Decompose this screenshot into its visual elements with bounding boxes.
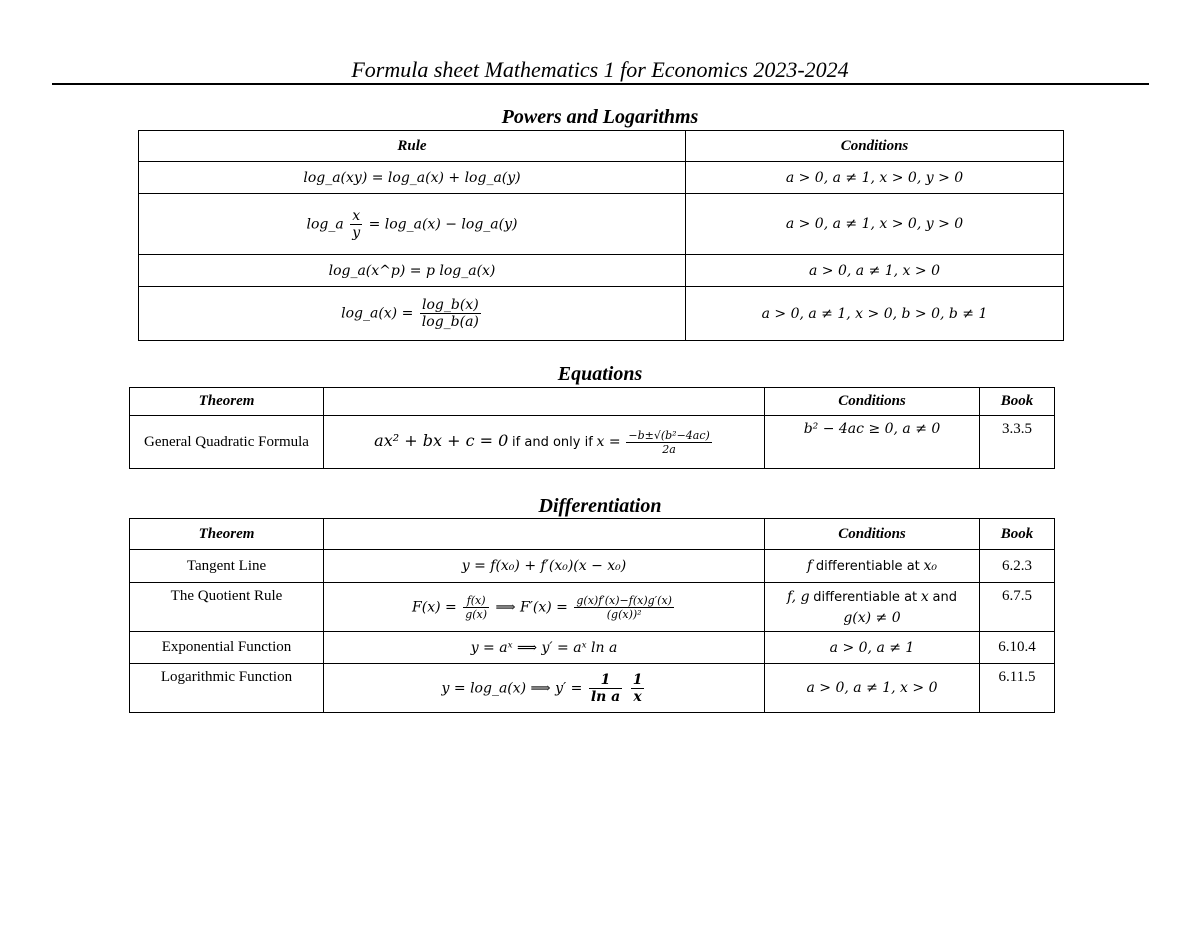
header-formula (324, 388, 765, 416)
fraction (463, 594, 489, 621)
cond-math: x (920, 588, 929, 605)
rule-cell: log_a(xy) = log_a(x) + log_a(y) (139, 162, 686, 194)
formula-lhs: F(x) = (412, 599, 457, 615)
fraction (626, 429, 711, 456)
fraction-numerator: x (350, 208, 362, 225)
table-row (139, 162, 1064, 194)
section-title-powers: Powers and Logarithms (501, 106, 699, 128)
table-row (139, 194, 1064, 255)
fraction (589, 672, 622, 705)
book-cell: 3.3.5 (980, 416, 1055, 469)
fraction (574, 594, 674, 621)
section-title-differentiation: Differentiation (538, 495, 662, 517)
book-cell: 6.11.5 (980, 664, 1055, 713)
fraction-denominator: 2a (662, 442, 676, 456)
formula-cell: y = aˣ ⟹ y′ = aˣ ln a (324, 632, 765, 664)
cond-text: differentiable at (815, 558, 920, 574)
formula-lhs: y = log_a(x) ⟹ y′ = (441, 680, 583, 696)
header-rule: Rule (139, 131, 686, 162)
formula-cell (324, 416, 765, 469)
fraction-denominator: y (352, 224, 361, 241)
rule-cell (139, 287, 686, 341)
fraction-numerator: 1 (589, 672, 622, 689)
book-cell: 6.10.4 (980, 632, 1055, 664)
cond-math: f (806, 557, 813, 574)
conditions-cell: a > 0, a ≠ 1, x > 0 (686, 255, 1064, 287)
formula-x: x = (596, 433, 621, 450)
cond-math: f, g (786, 588, 810, 605)
rule-lhs: log_a(x) = (341, 305, 414, 322)
fraction (631, 672, 645, 705)
cond-math: g(x) ≠ 0 (843, 609, 901, 626)
rule-cell (139, 194, 686, 255)
fraction-numerator: g(x)f′(x)−f(x)g′(x) (576, 593, 672, 607)
formula-cell (324, 583, 765, 632)
theorem-cell: General Quadratic Formula (130, 416, 324, 469)
conditions-cell: a > 0, a ≠ 1, x > 0, b > 0, b ≠ 1 (686, 287, 1064, 341)
formula-mid: ⟹ F′(x) = (495, 599, 568, 615)
conditions-cell: a > 0, a ≠ 1, x > 0, y > 0 (686, 162, 1064, 194)
theorem-cell: Logarithmic Function (130, 664, 324, 713)
header-book: Book (980, 388, 1055, 416)
header-theorem: Theorem (130, 519, 324, 550)
rule-lhs: log_a (306, 216, 344, 232)
conditions-cell: a > 0, a ≠ 1, x > 0, y > 0 (686, 194, 1064, 255)
cond-text: and (932, 589, 958, 605)
fraction-numerator: f(x) (463, 594, 489, 608)
header-conditions: Conditions (765, 519, 980, 550)
table-row (139, 255, 1064, 287)
table-row (130, 416, 1055, 469)
page-title: Formula sheet Mathematics 1 for Economics 2023-2024 (351, 57, 849, 82)
table-row (130, 583, 1055, 632)
rule-rhs: = log_a(x) − log_a(y) (368, 216, 518, 232)
formula-cell: y = f(x₀) + f′(x₀)(x − x₀) (324, 550, 765, 583)
theorem-cell: Tangent Line (130, 550, 324, 583)
cond-text: differentiable at (813, 589, 918, 605)
header-book: Book (980, 519, 1055, 550)
equations-table (129, 387, 1055, 469)
fraction-denominator: x (633, 688, 642, 705)
table-row (130, 632, 1055, 664)
fraction-numerator: log_b(x) (420, 297, 481, 314)
conditions-cell (765, 550, 980, 583)
table-row (139, 287, 1064, 341)
fraction (350, 208, 362, 241)
powers-table (138, 130, 1064, 341)
book-cell: 6.7.5 (980, 583, 1055, 632)
cond-math: x₀ (923, 557, 938, 574)
rule-cell: log_a(x^p) = p log_a(x) (139, 255, 686, 287)
conditions-cell: a > 0, a ≠ 1 (765, 632, 980, 664)
formula-lhs: ax² + bx + c = 0 (374, 430, 509, 450)
header-conditions: Conditions (765, 388, 980, 416)
conditions-cell: b² − 4ac ≥ 0, a ≠ 0 (765, 416, 980, 469)
fraction-denominator: g(x) (465, 607, 488, 621)
formula-connector: if and only if (512, 434, 593, 450)
fraction-numerator: −b±√(b²−4ac) (628, 428, 710, 442)
header-conditions: Conditions (686, 131, 1064, 162)
section-title-equations: Equations (557, 363, 643, 385)
fraction-denominator: (g(x))² (606, 607, 642, 621)
conditions-cell (765, 583, 980, 632)
table-row (130, 550, 1055, 583)
fraction-numerator: 1 (632, 671, 643, 688)
fraction-denominator: ln a (590, 688, 621, 705)
header-formula (324, 519, 765, 550)
differentiation-table (129, 518, 1055, 713)
book-cell: 6.2.3 (980, 550, 1055, 583)
header-theorem: Theorem (130, 388, 324, 416)
fraction-denominator: log_b(a) (421, 314, 479, 330)
title-underline (52, 83, 1149, 85)
fraction (420, 297, 481, 330)
formula-cell (324, 664, 765, 713)
theorem-cell: Exponential Function (130, 632, 324, 664)
theorem-cell: The Quotient Rule (130, 583, 324, 632)
table-row (130, 664, 1055, 713)
conditions-cell: a > 0, a ≠ 1, x > 0 (765, 664, 980, 713)
